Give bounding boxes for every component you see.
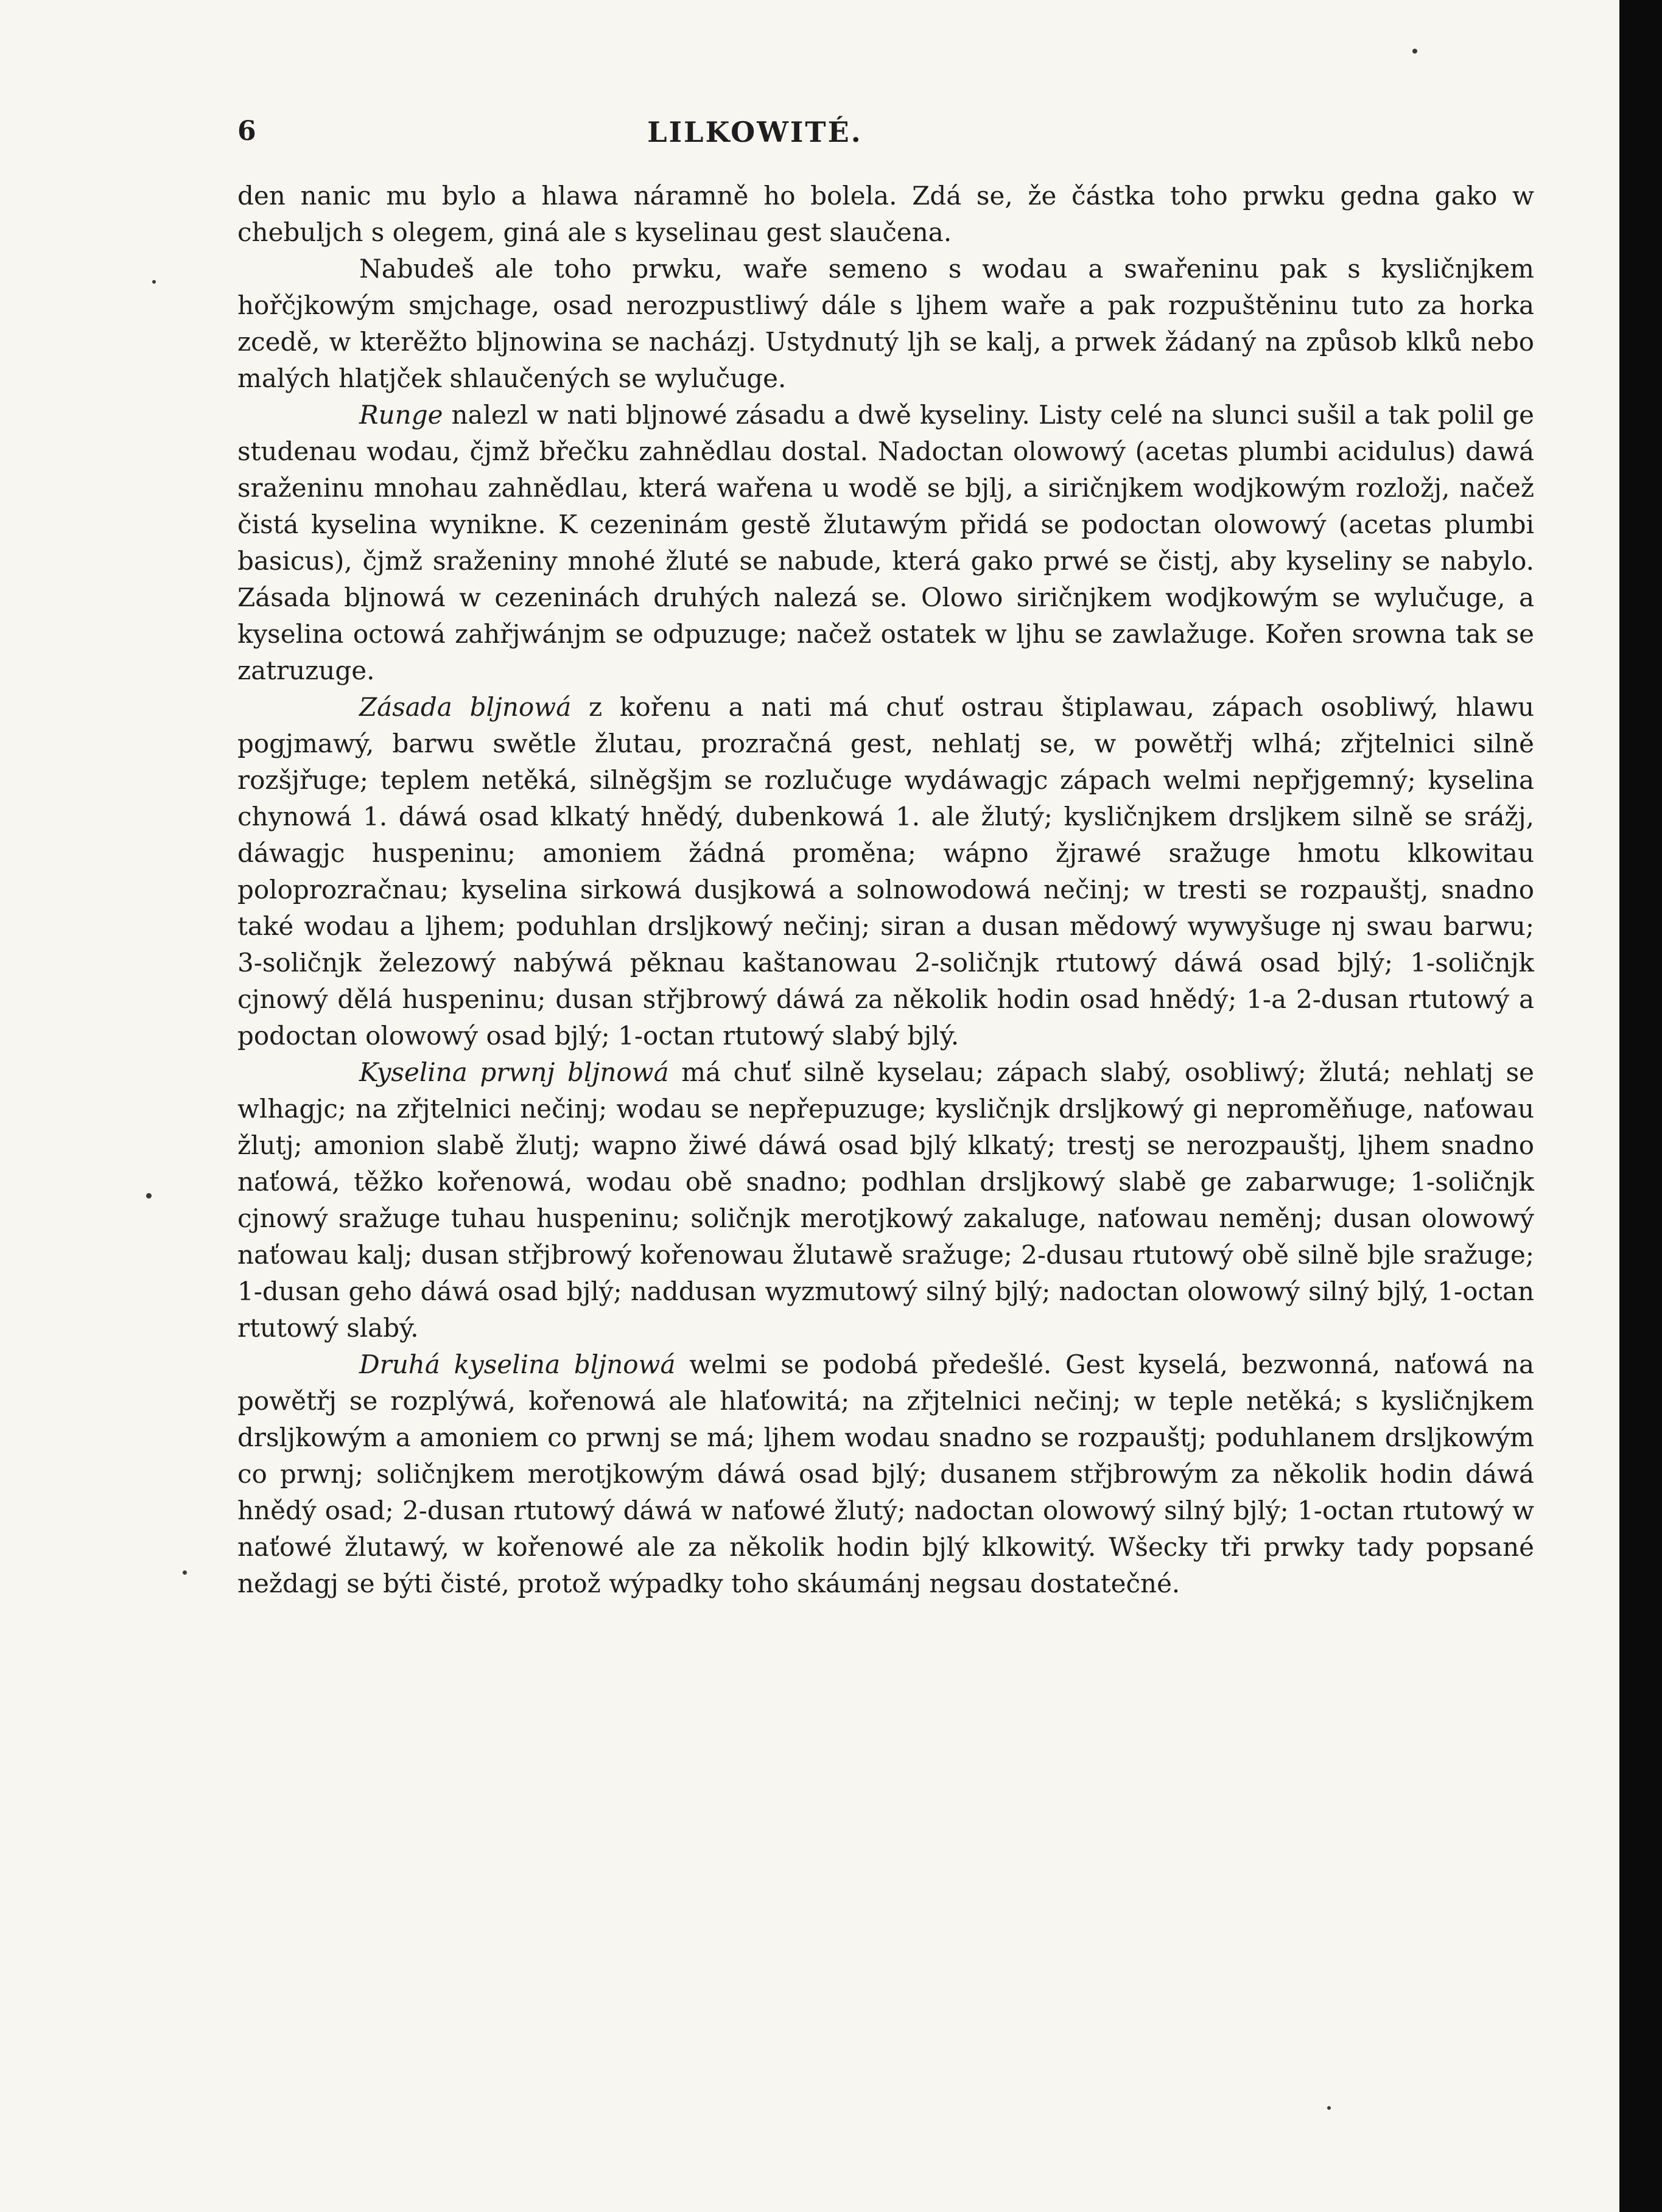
paragraph-text: nalezl w nati bljnowé zásadu a dwě kyseliny. Listy celé na slunci sušil a tak polil ge studenau wodau, čjmž břečku zahnědlau dostal. Nadoctan olowowý (acetas plumbi acidulus) dawá sraženinu mnohau zahnědlau, která wařena u wodě se bjlj, a siričnjkem wodjkowým rozložj, načež čistá kyselina wynikne. K cezeninám gestě žlutawým přidá se podoctan olowowý (acetas plumbi basicus), čjmž sraženiny mnohé žluté se nabude, která gako prwé se čistj, aby kyseliny se nabylo. Zásada bljnowá w cezeninách druhých nalezá se. Olowo siričnjkem wodjkowým se wylučuge, a kyselina octowá zahřjwánjm se odpuzuge; načež ostatek w ljhu se zawlažuge. Kořen srowna tak se zatruzuge. [237, 400, 1534, 685]
paper-speck [1327, 2106, 1331, 2110]
paragraph-lead: Kyselina prwnj bljnowá [359, 1057, 669, 1087]
page-header [237, 116, 1272, 158]
paragraph-extraction [237, 251, 1534, 397]
paragraph-first-acid [237, 1054, 1534, 1346]
paragraph-text: Nabudeš ale toho prwku, waře semeno s wodau a swařeninu pak s kysličnjkem hořčjkowým smjchage, osad nerozpustliwý dále s ljhem waře a pak rozpuštěninu tuto za horka zcedě, w kterěžto bljnowina se nacházj. Ustydnutý ljh se kalj, a prwek žádaný na způsob klků nebo malých hlatjček shlaučených se wylučuge. [237, 254, 1534, 393]
paper-speck [1412, 49, 1417, 54]
body-text [237, 178, 1534, 1602]
paragraph-continuation [237, 178, 1534, 251]
paragraph-text: welmi se podobá předešlé. Gest kyselá, bezwonná, naťowá na powětřj se rozplýwá, kořenowá ale hlaťowitá; na zřjtelnici nečinj; w teple netěká; s kysličnjkem drsljkowým a amoniem co prwnj se má; ljhem wodau snadno se rozpauštj; poduhlanem drsljkowým co prwnj; soličnjkem merotjkowým dáwá osad bjlý; dusanem střjbrowým za několik hodin dáwá hnědý osad; 2-dusan rtutowý dáwá w naťowé žlutý; nadoctan olowowý silný bjlý; 1-octan rtutowý w naťowé žlutawý, w kořenowé ale za několik hodin bjlý klkowitý. Wšecky tři prwky tady popsané neždagj se býti čisté, protož wýpadky toho skáumánj negsau dostatečné. [237, 1349, 1534, 1598]
paragraph-zasada [237, 689, 1534, 1054]
paragraph-second-acid [237, 1346, 1534, 1602]
paper-speck [183, 1570, 187, 1575]
paragraph-text: den nanic mu bylo a hlawa náramně ho bolela. Zdá se, že částka toho prwku gedna gako w chebuljch s olegem, giná ale s kyselinau gest slaučena. [237, 181, 1534, 247]
paragraph-lead: Runge [359, 400, 443, 430]
paragraph-text: má chuť silně kyselau; zápach slabý, osobliwý; žlutá; nehlatj se wlhagjc; na zřjtelnici nečinj; wodau se nepřepuzuge; kysličnjk drsljkowý gi neproměňuge, naťowau žlutj; amonion slabě žlutj; wapno žiwé dáwá osad bjlý klkatý; trestj se nerozpauštj, ljhem snadno naťowá, těžko kořenowá, wodau obě snadno; podhlan drsljkowý slabě ge zabarwuge; 1-soličnjk cjnowý sražuge tuhau huspeninu; soličnjk merotjkowý zakaluge, naťowau neměnj; dusan olowowý naťowau kalj; dusan střjbrowý kořenowau žlutawě sražuge; 2-dusau rtutowý obě silně bjle sražuge; 1-dusan geho dáwá osad bjlý; naddusan wyzmutowý silný bjlý; nadoctan olowowý silný bjlý, 1-octan rtutowý slabý. [237, 1057, 1534, 1343]
paper-speck [152, 280, 156, 284]
running-head: LILKOWITÉ. [647, 116, 863, 149]
paragraph-text: z kořenu a nati má chuť ostrau štiplawau, zápach osobliwý, hlawu pogjmawý, barwu swětle žlutau, prozračná gest, nehlatj se, w powětřj wlhá; zřjtelnici silně rozšjřuge; teplem netěká, silněgšjm se rozlučuge wydáwagjc zápach welmi nepřjgemný; kyselina chynowá 1. dáwá osad klkatý hnědý, dubenkowá 1. ale žlutý; kysličnjkem drsljkem silně se srážj, dáwagjc huspeninu; amoniem žádná proměna; wápno žjrawé sražuge hmotu klkowitau poloprozračnau; kyselina sirkowá dusjkowá a solnowodowá nečinj; w tresti se rozpauštj, snadno také wodau a ljhem; poduhlan drsljkowý nečinj; siran a dusan mědowý wywyšuge nj swau barwu; 3-soličnjk železowý nabýwá pěknau kaštanowau 2-soličnjk rtutowý dáwá osad bjlý; 1-soličnjk cjnowý dělá huspeninu; dusan střjbrowý dáwá za několik hodin osad hnědý; 1-a 2-dusan rtutowý a podoctan olowowý osad bjlý; 1-octan rtutowý slabý bjlý. [237, 692, 1534, 1051]
paragraph-lead: Zásada bljnowá [359, 692, 572, 722]
page-number: 6 [237, 116, 256, 147]
paragraph-runge [237, 397, 1534, 689]
paper-speck [146, 1193, 152, 1199]
paragraph-lead: Druhá kyselina bljnowá [359, 1349, 676, 1379]
